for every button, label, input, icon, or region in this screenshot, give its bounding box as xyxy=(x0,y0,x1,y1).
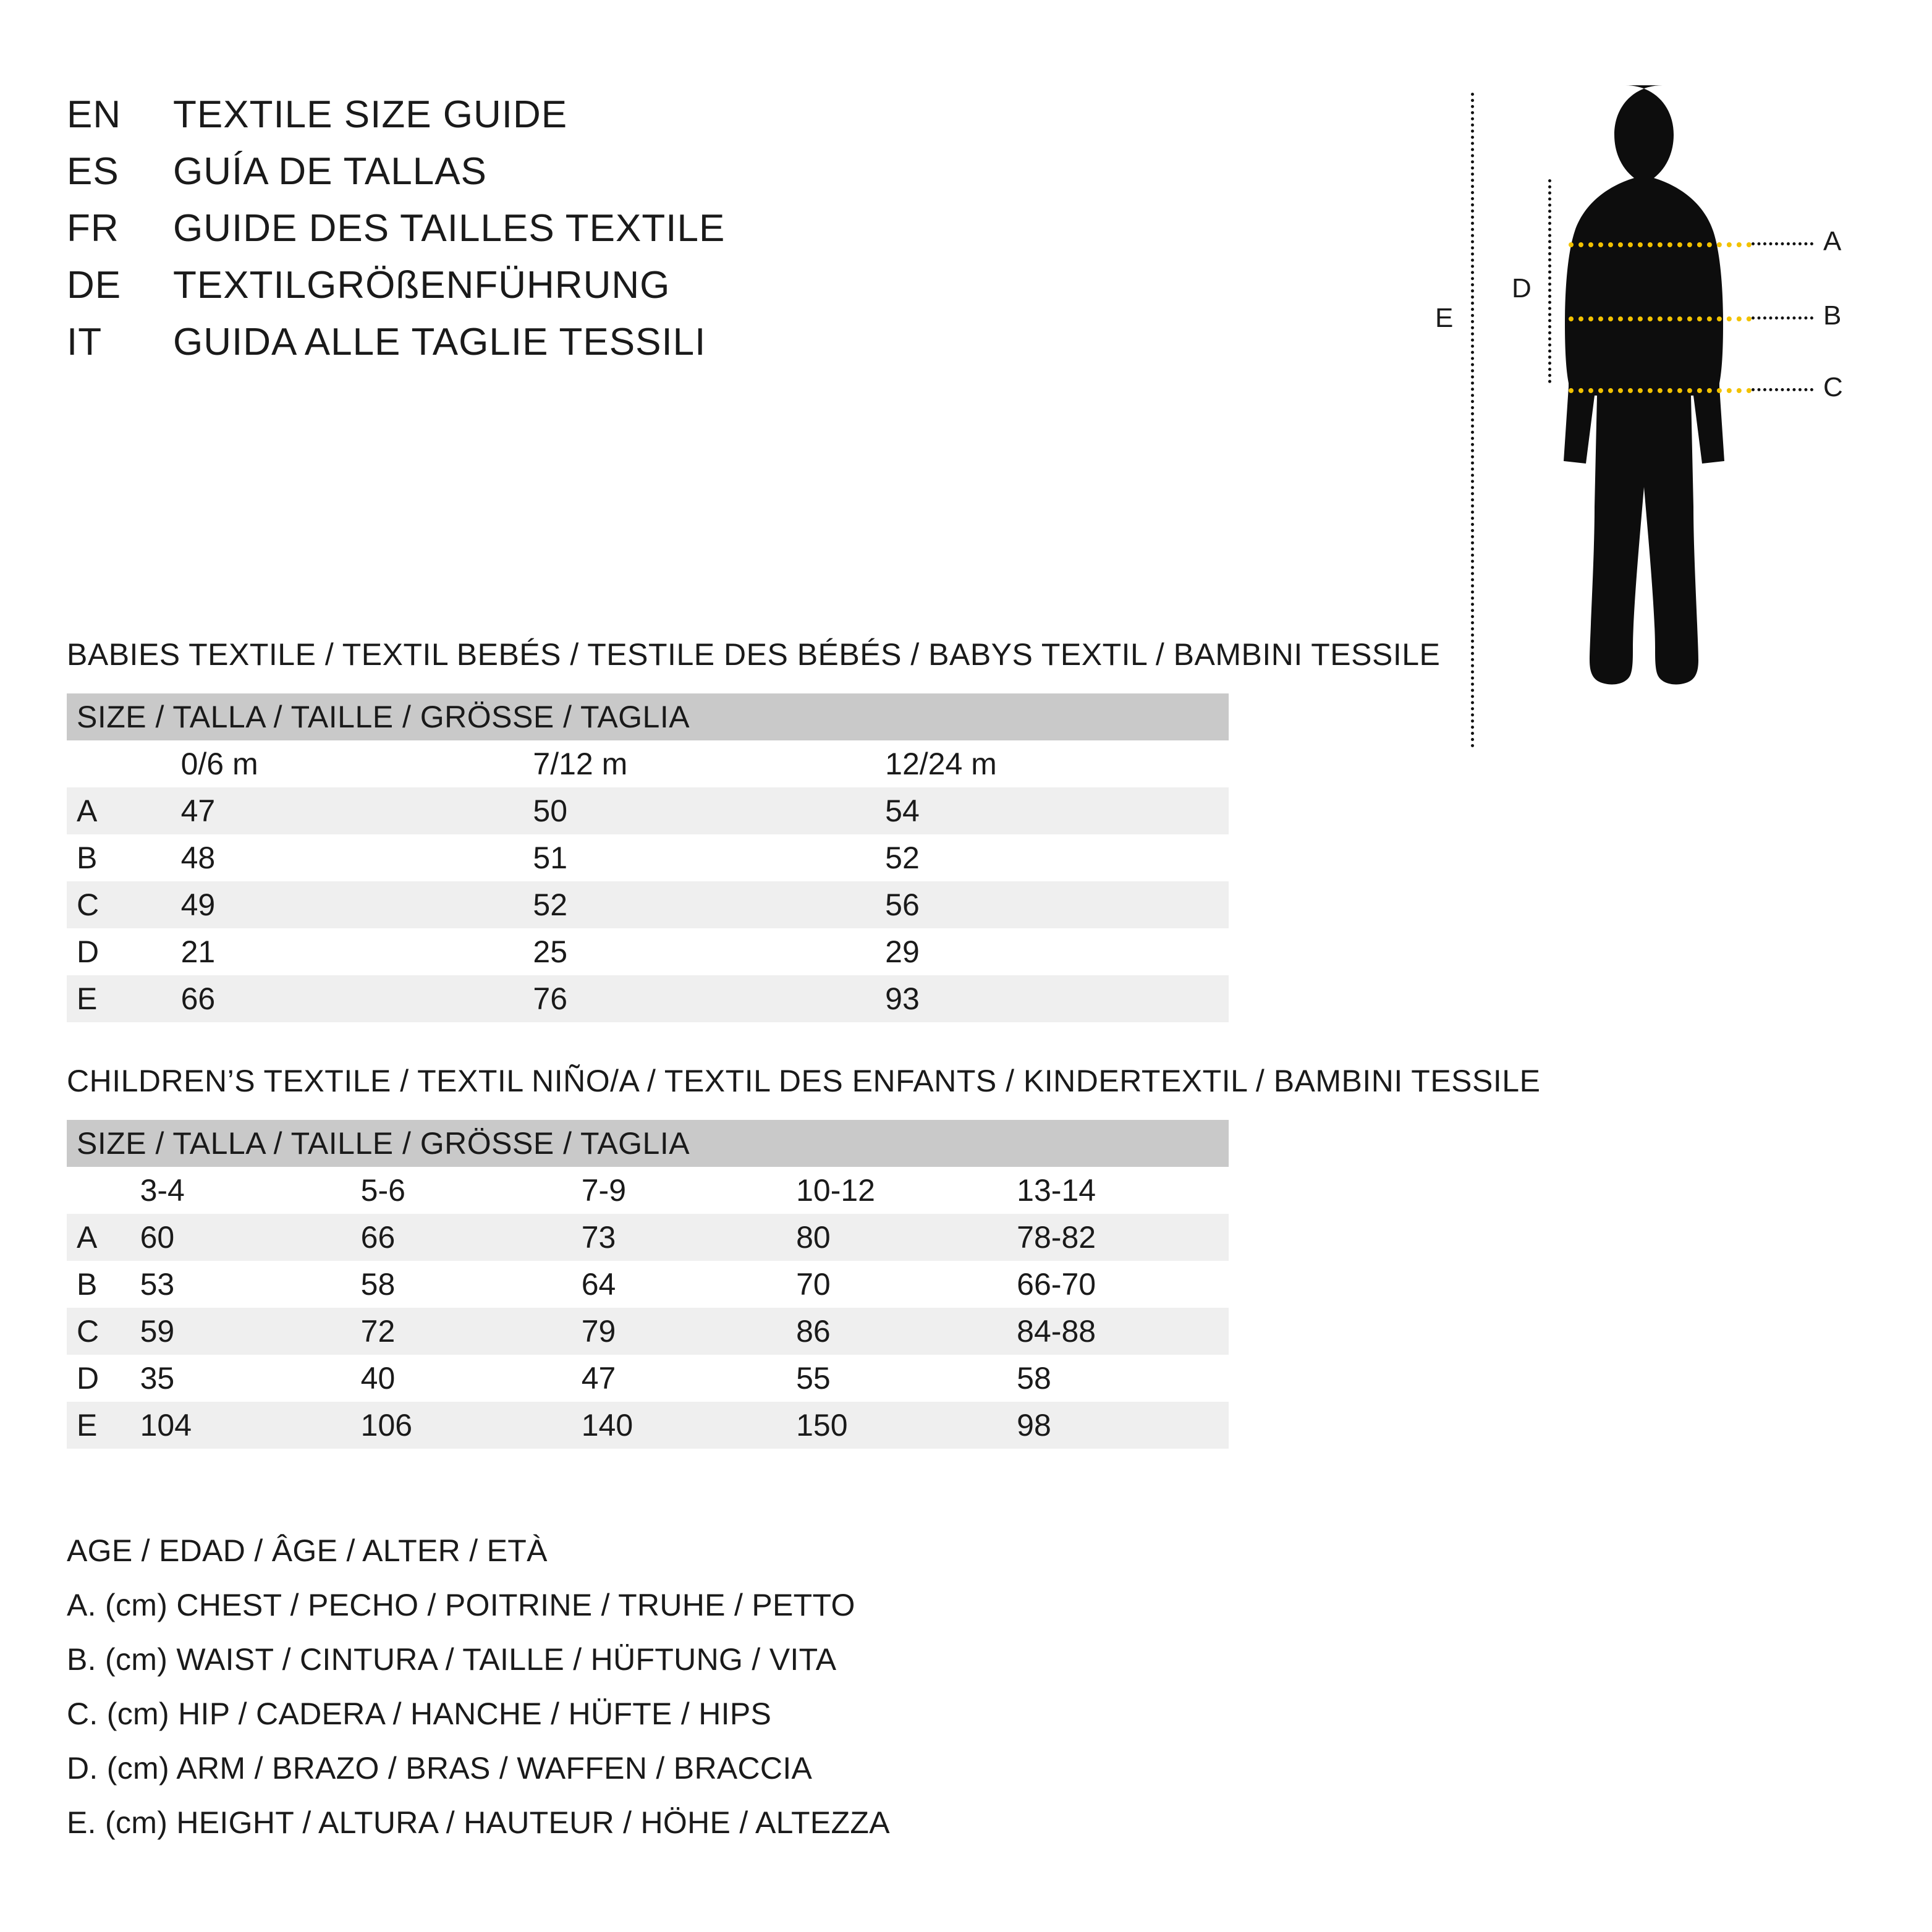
language-text-fr: GUIDE DES TAILLES TEXTILE xyxy=(173,207,726,250)
language-text-es: GUÍA DE TALLAS xyxy=(173,150,487,193)
children-d-0: 35 xyxy=(132,1355,352,1402)
children-c-3: 86 xyxy=(787,1308,1008,1355)
children-e-4: 98 xyxy=(1008,1402,1229,1449)
children-b-4: 66-70 xyxy=(1008,1261,1229,1308)
babies-size-table xyxy=(67,693,1229,1022)
children-a-1: 66 xyxy=(352,1214,573,1261)
children-row-label-c: C xyxy=(67,1308,132,1355)
children-row-label-d: D xyxy=(67,1355,132,1402)
babies-section-title: BABIES TEXTILE / TEXTIL BEBÉS / TESTILE DES BÉBÉS / BABYS TEXTIL / BAMBINI TESSILE xyxy=(67,637,1441,672)
babies-row-label-d: D xyxy=(67,928,172,975)
table-row xyxy=(67,834,1229,881)
language-row-it xyxy=(67,320,1241,377)
children-table-header-band xyxy=(67,1120,1229,1167)
babies-c-2: 56 xyxy=(876,881,1229,928)
babies-a-1: 50 xyxy=(524,787,876,834)
children-a-2: 73 xyxy=(573,1214,787,1261)
table-row xyxy=(67,787,1229,834)
children-col-3: 10-12 xyxy=(787,1167,1008,1214)
children-a-0: 60 xyxy=(132,1214,352,1261)
children-c-2: 79 xyxy=(573,1308,787,1355)
children-e-3: 150 xyxy=(787,1402,1008,1449)
children-b-3: 70 xyxy=(787,1261,1008,1308)
figure-label-e: E xyxy=(1435,303,1454,333)
babies-col-2: 12/24 m xyxy=(876,740,1229,787)
children-c-0: 59 xyxy=(132,1308,352,1355)
figure-label-a: A xyxy=(1823,226,1842,256)
legend-line-e-height: E. (cm) HEIGHT / ALTURA / HAUTEUR / HÖHE / ALTEZZA xyxy=(67,1805,890,1840)
leader-line-b xyxy=(1752,316,1813,320)
children-d-3: 55 xyxy=(787,1355,1008,1402)
language-text-it: GUIDA ALLE TAGLIE TESSILI xyxy=(173,321,706,363)
babies-d-2: 29 xyxy=(876,928,1229,975)
children-e-0: 104 xyxy=(132,1402,352,1449)
child-silhouette-icon xyxy=(1533,74,1792,742)
babies-col-0: 0/6 m xyxy=(172,740,525,787)
table-row xyxy=(67,1261,1229,1308)
babies-e-2: 93 xyxy=(876,975,1229,1022)
language-row-de xyxy=(67,263,1241,320)
children-e-1: 106 xyxy=(352,1402,573,1449)
children-col-0: 3-4 xyxy=(132,1167,352,1214)
children-c-4: 84-88 xyxy=(1008,1308,1229,1355)
leader-line-c xyxy=(1752,388,1813,391)
language-code-es: ES xyxy=(67,150,119,193)
table-row xyxy=(67,881,1229,928)
children-a-4: 78-82 xyxy=(1008,1214,1229,1261)
children-size-table xyxy=(67,1120,1229,1449)
children-section-title: CHILDREN’S TEXTILE / TEXTIL NIÑO/A / TEXTIL DES ENFANTS / KINDERTEXTIL / BAMBINI TESSILE xyxy=(67,1064,1541,1098)
babies-d-0: 21 xyxy=(172,928,525,975)
children-column-header-row xyxy=(67,1167,1229,1214)
language-code-en: EN xyxy=(67,93,122,136)
legend-line-b-waist: B. (cm) WAIST / CINTURA / TAILLE / HÜFTUNG / VITA xyxy=(67,1642,837,1677)
children-a-3: 80 xyxy=(787,1214,1008,1261)
children-col-4: 13-14 xyxy=(1008,1167,1229,1214)
children-e-2: 140 xyxy=(573,1402,787,1449)
babies-e-1: 76 xyxy=(524,975,876,1022)
babies-a-0: 47 xyxy=(172,787,525,834)
language-title-block xyxy=(67,93,1241,377)
children-c-1: 72 xyxy=(352,1308,573,1355)
children-row-label-a: A xyxy=(67,1214,132,1261)
children-corner-cell xyxy=(67,1167,132,1214)
babies-row-label-c: C xyxy=(67,881,172,928)
babies-size-header: SIZE / TALLA / TAILLE / GRÖSSE / TAGLIA xyxy=(67,693,1229,740)
measurement-figure xyxy=(1391,74,1897,766)
babies-table-header-band xyxy=(67,693,1229,740)
table-row xyxy=(67,975,1229,1022)
children-col-2: 7-9 xyxy=(573,1167,787,1214)
language-code-it: IT xyxy=(67,321,103,363)
height-guide-line-e xyxy=(1471,93,1474,748)
table-row xyxy=(67,1308,1229,1355)
children-b-2: 64 xyxy=(573,1261,787,1308)
language-row-en xyxy=(67,93,1241,150)
waist-measure-line-b xyxy=(1569,316,1752,321)
babies-row-label-e: E xyxy=(67,975,172,1022)
babies-row-label-a: A xyxy=(67,787,172,834)
hip-measure-line-c xyxy=(1569,388,1752,393)
babies-b-2: 52 xyxy=(876,834,1229,881)
children-row-label-b: B xyxy=(67,1261,132,1308)
babies-d-1: 25 xyxy=(524,928,876,975)
babies-e-0: 66 xyxy=(172,975,525,1022)
babies-b-0: 48 xyxy=(172,834,525,881)
measurement-legend xyxy=(67,1533,1550,1859)
babies-column-header-row xyxy=(67,740,1229,787)
table-row xyxy=(67,1402,1229,1449)
legend-line-c-hip: C. (cm) HIP / CADERA / HANCHE / HÜFTE / HIPS xyxy=(67,1697,772,1731)
leader-line-a xyxy=(1752,242,1813,245)
children-row-label-e: E xyxy=(67,1402,132,1449)
children-col-1: 5-6 xyxy=(352,1167,573,1214)
babies-c-1: 52 xyxy=(524,881,876,928)
children-d-2: 47 xyxy=(573,1355,787,1402)
figure-label-c: C xyxy=(1823,372,1843,402)
language-code-fr: FR xyxy=(67,207,119,250)
babies-b-1: 51 xyxy=(524,834,876,881)
language-text-en: TEXTILE SIZE GUIDE xyxy=(173,93,568,136)
babies-c-0: 49 xyxy=(172,881,525,928)
babies-col-1: 7/12 m xyxy=(524,740,876,787)
language-code-de: DE xyxy=(67,264,122,307)
children-b-0: 53 xyxy=(132,1261,352,1308)
babies-row-label-b: B xyxy=(67,834,172,881)
children-size-header: SIZE / TALLA / TAILLE / GRÖSSE / TAGLIA xyxy=(67,1120,1229,1167)
table-row xyxy=(67,928,1229,975)
legend-line-age: AGE / EDAD / ÂGE / ALTER / ETÀ xyxy=(67,1533,548,1568)
table-row xyxy=(67,1355,1229,1402)
chest-measure-line-a xyxy=(1569,242,1752,247)
children-b-1: 58 xyxy=(352,1261,573,1308)
table-row xyxy=(67,1214,1229,1261)
children-d-1: 40 xyxy=(352,1355,573,1402)
figure-label-d: D xyxy=(1512,273,1532,303)
children-d-4: 58 xyxy=(1008,1355,1229,1402)
language-text-de: TEXTILGRÖßENFÜHRUNG xyxy=(173,264,671,307)
language-row-fr xyxy=(67,206,1241,263)
babies-a-2: 54 xyxy=(876,787,1229,834)
figure-label-b: B xyxy=(1823,300,1842,331)
babies-corner-cell xyxy=(67,740,172,787)
language-row-es xyxy=(67,150,1241,206)
legend-line-d-arm: D. (cm) ARM / BRAZO / BRAS / WAFFEN / BRACCIA xyxy=(67,1751,813,1786)
legend-line-a-chest: A. (cm) CHEST / PECHO / POITRINE / TRUHE / PETTO xyxy=(67,1588,855,1622)
